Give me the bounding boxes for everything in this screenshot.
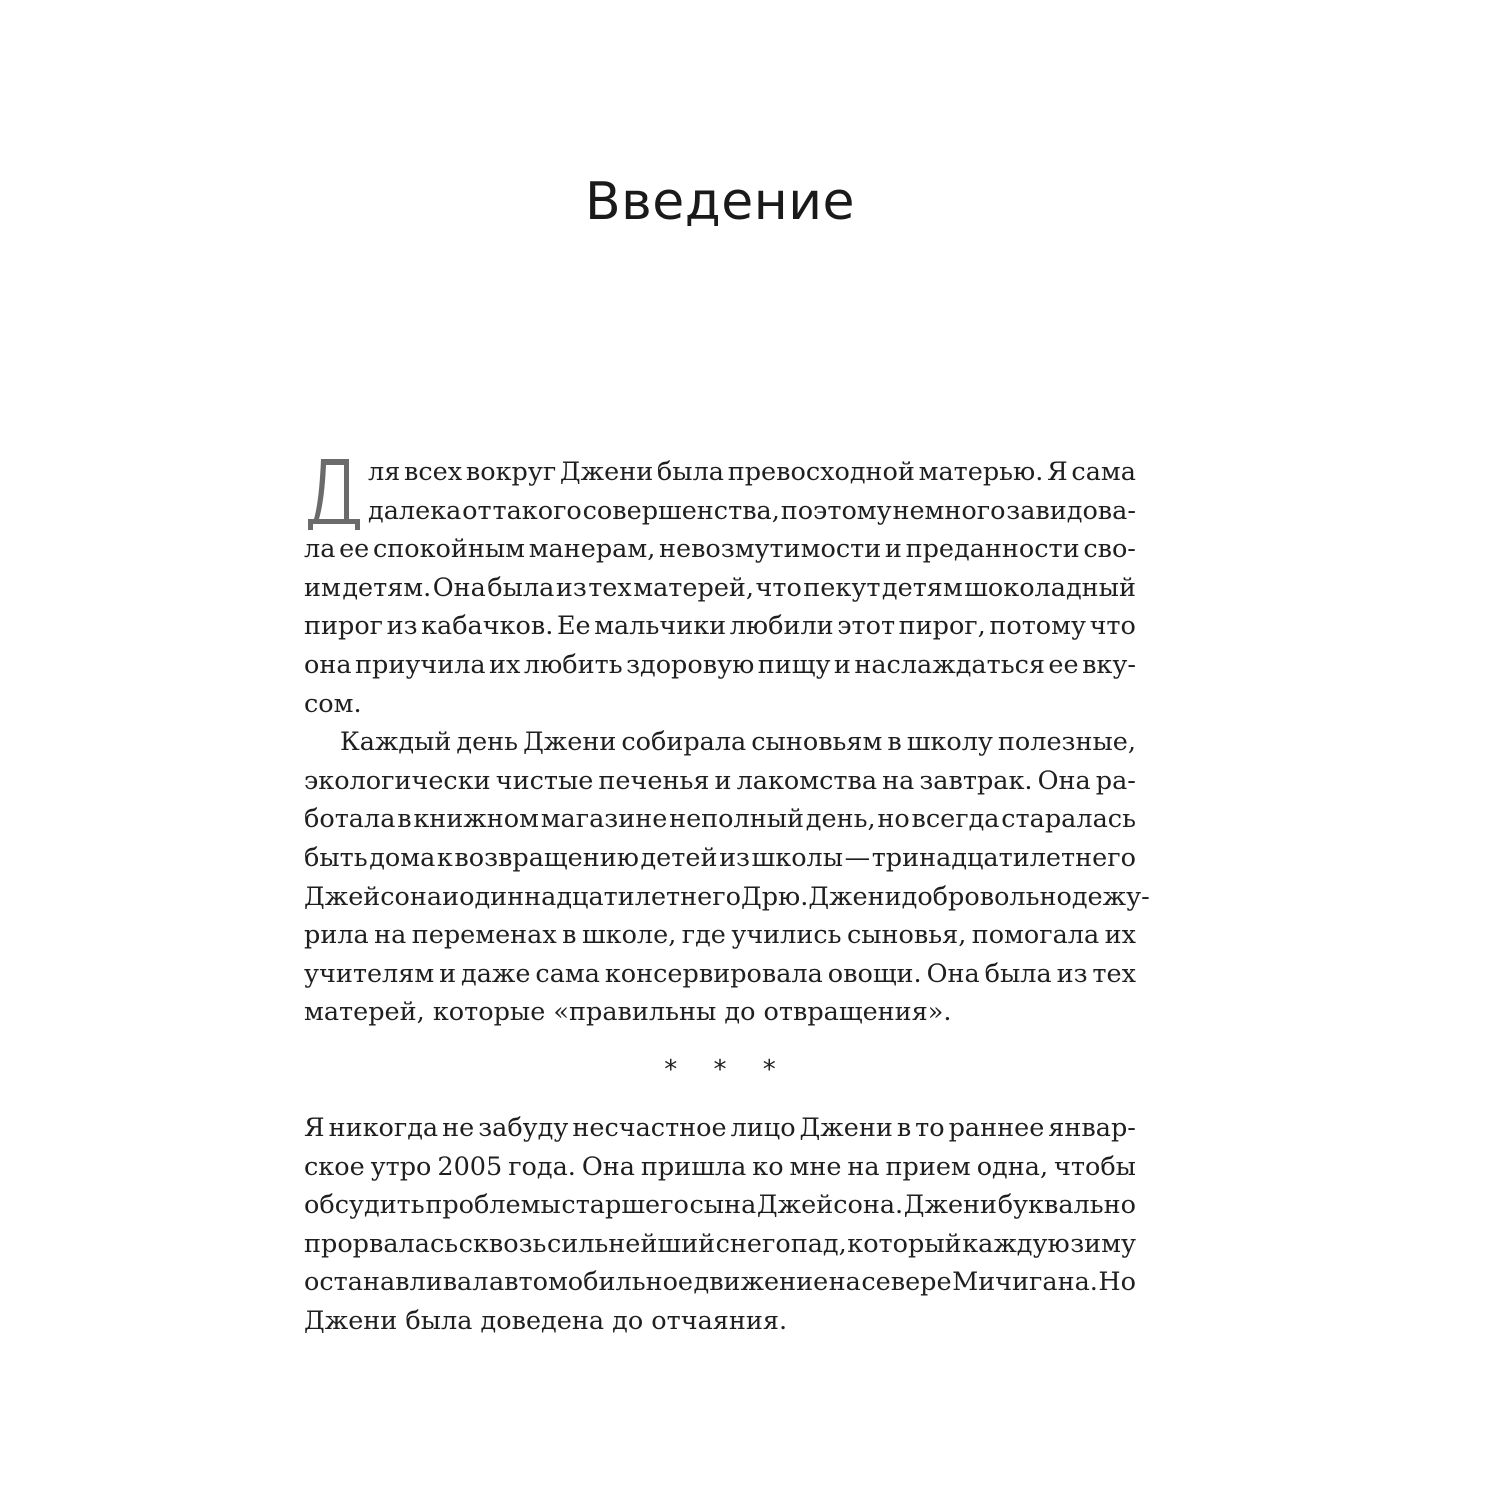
section-separator: * * * [664, 1054, 790, 1085]
text-line: она приучила их любить здоровую пищу и наслаждаться ее вку- [304, 649, 1136, 680]
text-line: Джейсона и одиннадцатилетнего Дрю. Джени добровольно дежу- [304, 881, 1150, 912]
text-line: быть дома к возвращению детей из школы — тринадцатилетнего [304, 842, 1136, 873]
chapter-title: Введение [584, 172, 856, 232]
text-line: пирог из кабачков. Ее мальчики любили этот пирог, потому что [304, 611, 1136, 642]
text-line: экологически чистые печенья и лакомства на завтрак. Она ра- [304, 765, 1136, 796]
paragraph-3 [304, 1109, 1136, 1341]
body-text [304, 453, 1150, 1340]
paragraph-1 [304, 453, 1136, 723]
text-line: ское утро 2005 года. Она пришла ко мне на прием одна, чтобы [304, 1151, 1136, 1182]
text-line: ля всех вокруг Джени была превосходной матерью. Я сама [368, 457, 1136, 487]
text-line: останавливал автомобильное движение на севере Мичигана. Но [304, 1267, 1136, 1298]
drop-cap-letter-de [304, 453, 366, 533]
text-line: сом. [304, 688, 362, 719]
paragraph-2 [304, 723, 1150, 1032]
text-line: Я никогда не забуду несчастное лицо Джени в то раннее январ- [304, 1112, 1136, 1143]
text-line: ботала в книжном магазине неполный день, но всегда старалась [304, 804, 1136, 835]
text-line: Джени была доведена до отчаяния. [304, 1305, 788, 1336]
text-line: учителям и даже сама консервировала овощи. Она была из тех [304, 958, 1136, 989]
text-line: рила на переменах в школе, где учились сыновья, помогала их [304, 920, 1136, 951]
text-line: матерей, которые «правильны до отвращения». [304, 997, 952, 1028]
text-line: им детям. Она была из тех матерей, что пекут детям шоколадный [304, 572, 1136, 603]
text-line: далека от такого совершенства, поэтому немного завидова- [368, 495, 1136, 526]
text-line: ла ее спокойным манерам, невозмутимости и преданности сво- [304, 534, 1136, 565]
drop-cap [304, 453, 366, 533]
text-line: обсудить проблемы старшего сына Джейсона. Джени буквально [304, 1190, 1136, 1221]
text-line: Каждый день Джени собирала сыновьям в школу полезные, [340, 727, 1136, 758]
text-line: прорвалась сквозь сильнейший снегопад, который каждую зиму [304, 1228, 1136, 1259]
